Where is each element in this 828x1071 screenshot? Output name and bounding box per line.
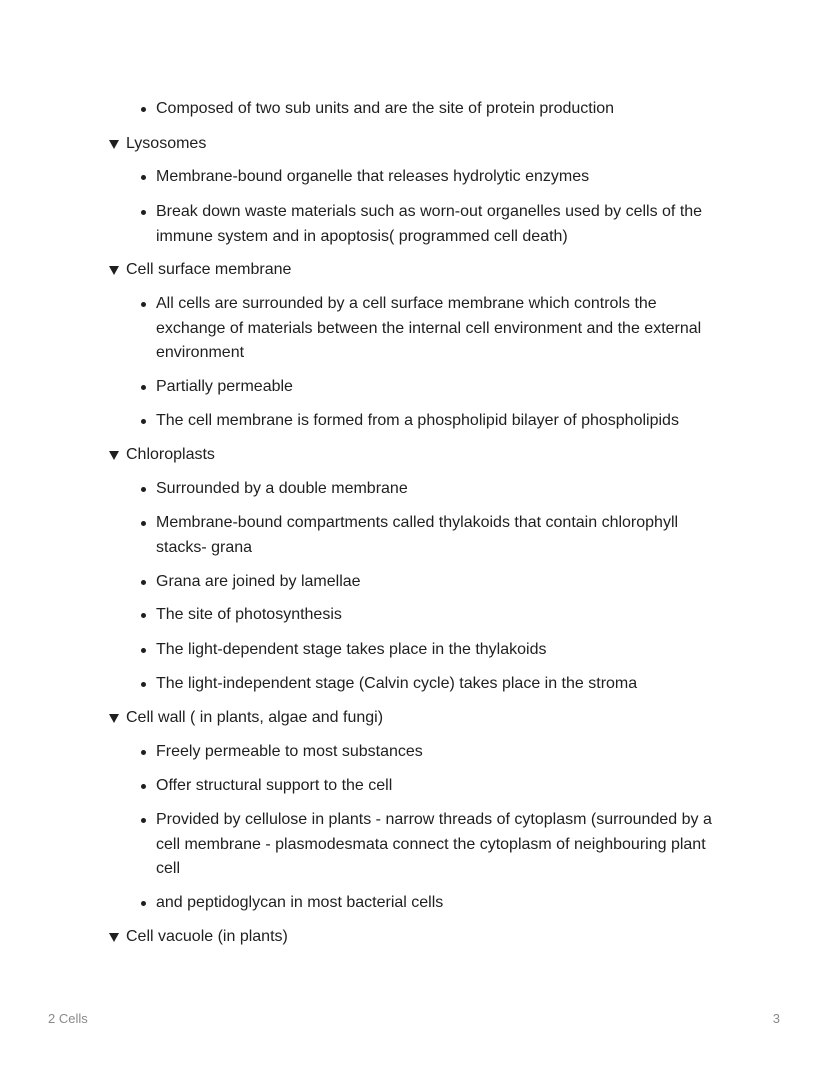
list-item: [137, 570, 727, 595]
bullet-icon: [137, 808, 156, 832]
bullet-icon: [137, 292, 156, 316]
bullet-icon: [137, 774, 156, 798]
list-item-text: The light-independent stage (Calvin cycle) takes place in the stroma: [156, 675, 638, 692]
triangle-down-icon[interactable]: [108, 445, 120, 465]
list-item-text: Membrane-bound organelle that releases hydrolytic enzymes: [156, 168, 590, 185]
toggle-heading-label: Cell surface membrane: [126, 261, 292, 278]
bullet-icon: [137, 891, 156, 915]
list-item: [137, 409, 727, 434]
triangle-down-icon[interactable]: [108, 260, 120, 280]
list-item-text: All cells are surrounded by a cell surface membrane which controls the exchange of materials between the internal cell environment and the external environment: [156, 295, 702, 361]
triangle-down-icon[interactable]: [108, 134, 120, 154]
bullet-icon: [137, 511, 156, 535]
footer-document-title: 2 Cells: [48, 1011, 88, 1026]
bullet-icon: [137, 570, 156, 594]
toggle-heading-lysosomes[interactable]: [108, 134, 206, 154]
toggle-heading-label: Chloroplasts: [126, 446, 215, 463]
list-item: [137, 603, 727, 628]
list-item: [137, 740, 727, 765]
triangle-down-icon[interactable]: [108, 708, 120, 728]
footer-page-number: 3: [772, 1011, 780, 1026]
list-item: [137, 891, 727, 916]
toggle-heading-label: Lysosomes: [126, 135, 207, 152]
bullet-icon: [137, 97, 156, 121]
list-item: [137, 477, 727, 502]
list-item-text: Freely permeable to most substances: [156, 743, 423, 760]
bullet-icon: [137, 200, 156, 224]
list-item: [137, 375, 727, 400]
list-item-text: and peptidoglycan in most bacterial cells: [156, 894, 444, 911]
list-item-text: The light-dependent stage takes place in the thylakoids: [156, 641, 547, 658]
bullet-icon: [137, 375, 156, 399]
list-item: [137, 638, 727, 663]
bullet-icon: [137, 165, 156, 189]
toggle-heading-cell-surface-membrane[interactable]: [108, 260, 291, 280]
bullet-icon: [137, 409, 156, 433]
bullet-icon: [137, 477, 156, 501]
list-item-text: Surrounded by a double membrane: [156, 480, 408, 497]
list-item-text: Offer structural support to the cell: [156, 777, 393, 794]
list-item-text: Grana are joined by lamellae: [156, 573, 361, 590]
list-item-text: Provided by cellulose in plants - narrow threads of cytoplasm (surrounded by a cell membrane - plasmodesmata connect the cytoplasm of neighbouring plant cell: [156, 811, 712, 877]
list-item-text: Composed of two sub units and are the site of protein production: [156, 100, 615, 117]
list-item: [137, 97, 727, 122]
toggle-heading-label: Cell wall ( in plants, algae and fungi): [126, 709, 384, 726]
triangle-down-icon[interactable]: [108, 927, 120, 947]
list-item-text: The site of photosynthesis: [156, 606, 342, 623]
list-item: [137, 774, 727, 799]
bullet-icon: [137, 672, 156, 696]
toggle-heading-chloroplasts[interactable]: [108, 445, 215, 465]
list-item-text: Break down waste materials such as worn-out organelles used by cells of the immune system and in apoptosis( programmed cell death): [156, 203, 703, 245]
toggle-heading-label: Cell vacuole (in plants): [126, 928, 288, 945]
list-item: [137, 292, 727, 366]
list-item-text: The cell membrane is formed from a phospholipid bilayer of phospholipids: [156, 412, 679, 429]
toggle-heading-cell-vacuole[interactable]: [108, 927, 288, 947]
list-item: [137, 511, 727, 560]
toggle-heading-cell-wall[interactable]: [108, 708, 383, 728]
bullet-icon: [137, 638, 156, 662]
list-item: [137, 672, 727, 697]
list-item: [137, 200, 727, 249]
list-item: [137, 165, 727, 190]
list-item: [137, 808, 727, 882]
bullet-icon: [137, 603, 156, 627]
list-item-text: Partially permeable: [156, 378, 293, 395]
bullet-icon: [137, 740, 156, 764]
list-item-text: Membrane-bound compartments called thylakoids that contain chlorophyll stacks- grana: [156, 514, 679, 556]
